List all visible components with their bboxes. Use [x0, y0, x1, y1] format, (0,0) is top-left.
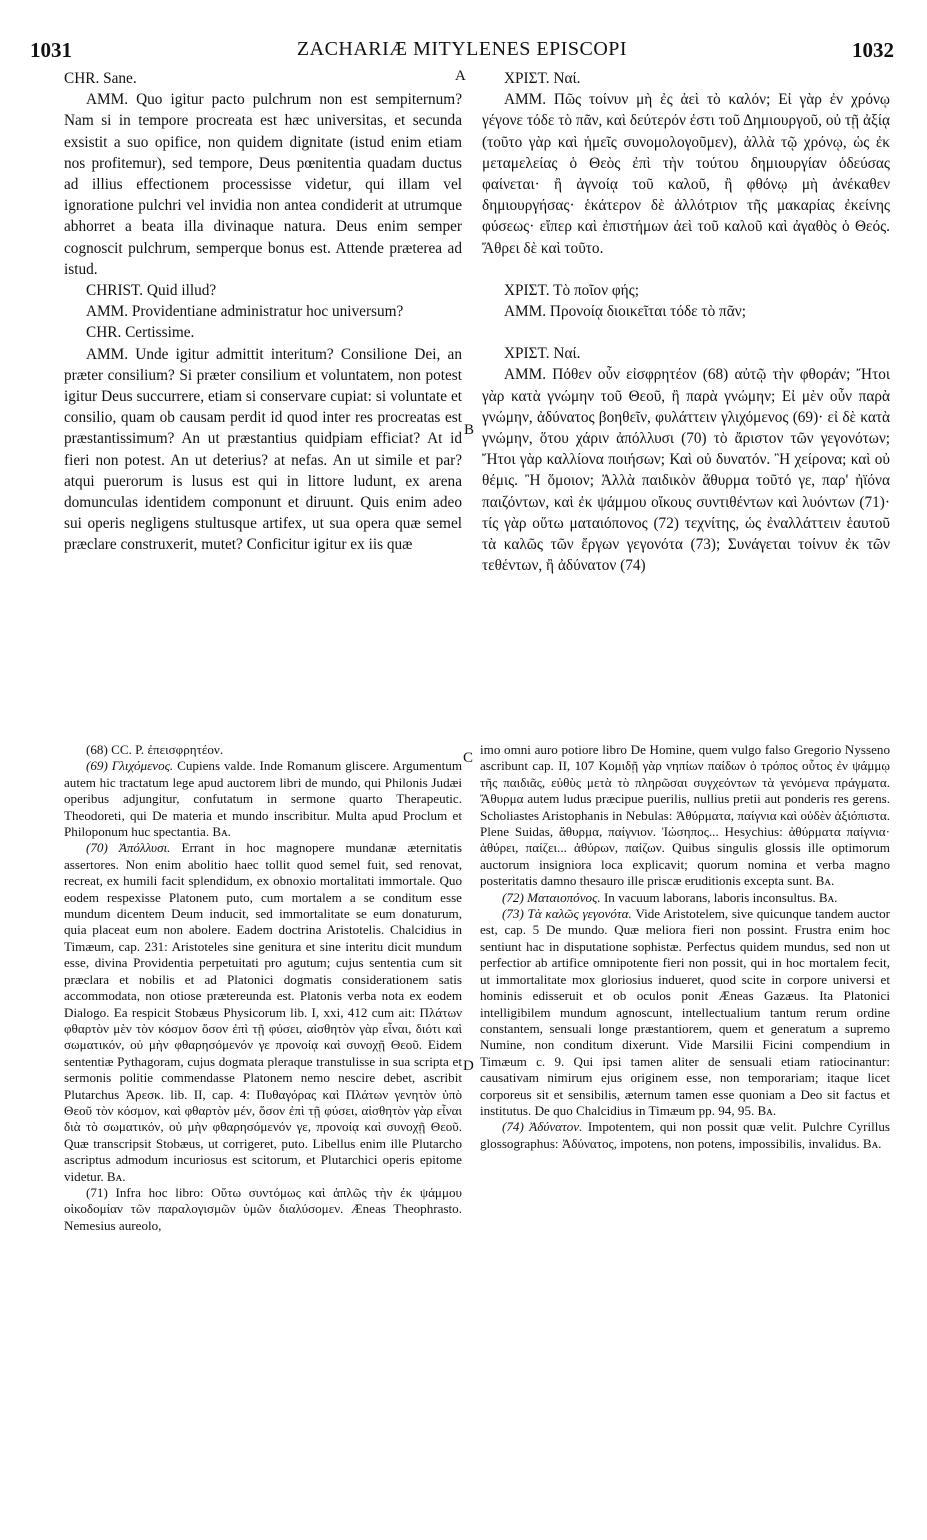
greek-paragraph: ΑΜΜ. Προνοίᾳ διοικεῖται τόδε τὸ πᾶν;	[504, 303, 746, 321]
footnote: (68) CC. P. ἐπεισφρητέον.	[86, 742, 224, 757]
footnote-continuation: imo omni auro potiore libro De Homine, quem vulgo falso Gregorio Nysseno ascribunt cap. II, 107 Κομιδῇ γὰρ νηπίων παίδων ὁ τρόπος οὗτος ἐν ψάμμῳ τῆς παιδιᾶς, εὐθὺς μετὰ τὸ πληρῶσαι συγχεόντων τὰ γενόμενα πράγματα. Ἄθυρμα autem ludus præcipue puerilis, nullius pretii aut ponderis res gerens. Scholiastes Aristophanis in Nebulas: Ἀθύρματα, παίγνια καὶ οὐδὲν ἀξιόπιστα. Plene Suidas, ἄθυρμα, παίγνιον. Ἰώσηπος... Hesychius: ἀθύρματα παίγνια· ἀθύρει, παίζει... ἀθύρων, παίζων. Quibus singulis glossis ille optimorum auctorum insigniora loca explicavit; quorum nomina et verba magno posteritatis damno thesauro ille priscæ eruditionis excepta sunt. Bᴀ.	[480, 742, 890, 889]
latin-column	[64, 68, 462, 556]
footnote: (71) Infra hoc libro: Οὕτω συντόμως καὶ ἁπλῶς τὴν ἐκ ψάμμου οἰκοδομίαν τῶν παραλογισμῶν ὑμῶν διαλύσομεν. Æneas Theophrasto. Nemesius aureolo,	[64, 1184, 462, 1233]
latin-paragraph: CHR. Certissime.	[86, 324, 195, 342]
footnote-text: In vacuum laborans, laboris inconsultus. Bᴀ.	[600, 889, 838, 905]
footnote-lemma: (70) Ἀπόλλυσι.	[86, 840, 171, 856]
footnote-text: Vide Aristotelem, sive quicunque tandem auctor est, cap. 5 De mundo. Quæ meliora fieri non possint. Frustra enim hoc sentiunt hac in disputatione sophistæ. Perfectus quidem mundus, sed non ut perfectior ab artifice omnipotente fieri non possit, qui in hoc mortalem fecit, ut immortalitate mox gloriosius indueret, quod scite in corpore universi et hominis edisseruit et ob oculos ponit Æneas Gazæus. Ita Platonici intelligibilem mundum agnoscunt, intellectualium tantum rerum ordine constantem, sensuali longe præstantiorem, quem et generatum a supremo Numine, non conditum dixerunt. Vide Marsilii Ficini compendium in Timæum c. 9. Qui ipsi tamen aliter de sensuali etiam ratiocinantur: causativam nimirum ejus originem esse, non temporariam; itaque licet corporeus sit et sensibilis, æternum tamen esse quoniam a Deo sit factus et institutus. De quo Chalcidius in Timæum pp. 94, 95. Bᴀ.	[480, 906, 890, 1118]
page-header	[30, 38, 894, 68]
latin-paragraph: AMM. Providentiane administratur hoc universum?	[86, 303, 404, 321]
page-number-right: 1032	[852, 38, 894, 62]
greek-column	[482, 68, 890, 576]
footnote	[64, 840, 462, 1185]
footnote-lemma: (74) Ἀδύνατον.	[502, 1119, 583, 1135]
greek-paragraph: ΑΜΜ. Πόθεν οὖν εἰσφρητέον (68) αὐτῷ τὴν φθοράν; Ἤτοι γὰρ κατὰ γνώμην τοῦ Θεοῦ, ἢ παρὰ γνώμην; Εἰ μὲν οὖν παρὰ γνώμην, ἀδύνατος βοηθεῖν, φυλάττειν γλιχόμενος (69)· εἰ δὲ κατὰ γνώμην, ὅτου χάριν ἀπόλλυσι (70) τὸ ἄριστον τῶν γεγονότων; Ἤτοι γὰρ καλλίονα ποιήσων; Καὶ οὐ δυνατόν. Ἢ χείρονα; καὶ οὐ θέμις. Ἢ ὅμοιον; Ἀλλὰ παιδικὸν ἄθυρμα τοῦτό γε, παρ' ἠϊόνα παιζόντων, καὶ ἐκ ψάμμου οἴκους συντιθέντων καὶ λυόντων (71)· τίς γὰρ οὕτω ματαιόπονος (72) τεχνίτης, ὡς ἐναλλάττειν ἑαυτοῦ τὰ καλῶς τῶν ἔργων γεγονότα (73); Συνάγεται τοίνυν ἐκ τῶν τεθέντων, ἢ ἀδύνατον (74)	[482, 366, 890, 575]
latin-paragraph: AMM. Unde igitur admittit interitum? Consilione Dei, an præter consilium? Si præter consilium et voluntatem, non potest igitur Deus succurrere, etiam si conservare cupiat: si voluntate et consilio, quam ob causam perdit id quod inter res procreatas est præstantissimum? An ut præstantius quidpiam efficiat? At id fieri non potest. An ut deterius? at nefas. An ut simile et par? atqui puerorum is lusus est qui in littore ludunt, ex arena domunculas identidem componunt et diruunt. Quis enim adeo sui operis negligens stultusque artifex, ut sua opera quæ semel præclare construxerit, mutet? Conficitur igitur ex iis quæ	[64, 345, 462, 554]
greek-paragraph: ΧΡΙΣΤ. Ναί.	[504, 70, 581, 87]
footnote-text: Impotentem, qui non possit quæ velit. Pulchre Cyrillus glossographus: Ἀδύνατος, impotens, non potens, impossibilis, invalidus. Bᴀ.	[480, 1119, 891, 1151]
marker-d: D	[463, 1058, 474, 1074]
marker-a: A	[455, 68, 466, 84]
footnote-text: Errant in hoc magnopere mundanæ æternitatis assertores. Non enim abolitio haec tollit quod semel fuit, sed renovat, recreat, ex humili facit splendidum, ex obnoxio mortalitati immortale. Quo eodem respexisse Platonem puto, cum mortalem a se conditum esse mundum dicentem Deum inducit, sed immortalitate se eum donaturum, quia placeat eum non abolere. Eadem doctrina Aristotelis. Chalcidius in Timæum, cap. 231: Aristoteles sine genitura et sine interitu dicit mundum esse, divina Providentia perpetuitati pro agutum; cujus sententia cum sit præclara et nobilis et ad Platonici dogmatis considerationem satis accommodata, non otiose prætereunda est. Platonis verba nota ex eodem Dialogo. Ea respicit Stobæus Physicorum lib. I, xxi, 412 cum ait: Πλάτων φθαρτὸν μὲν τὸν κόσμον ὅσον ἐπὶ τῇ φύσει, αἰσθητὸν γὰρ εἶναι, διότι καὶ σωματικόν, οὐ μὴν φθαρησόμενόν γε προνοίᾳ καὶ συνοχῇ Θεοῦ. Eidem sententiæ Pythagoram, cujus dogmata pleraque transtulisse in sua scripta et sermonis politie commendasse Platonem nemo nescire debet, ascribit Plutarchus Ἀρεσκ. lib. II, cap. 4: Πυθαγόρας καὶ Πλάτων γενητὸν ὑπὸ Θεοῦ τὸν κόσμον, καὶ φθαρτὸν μέν, ὅσον ἐπὶ τῇ φύσει, αἰσθητὸν γὰρ εἶναι διὰ τὸ σωματικόν, οὐ μὴν φθαρησόμενόν γε, προνοίᾳ καὶ συνοχῇ Θεοῦ. Quæ transcripsit Stobæus, ut corrigeret, puto. Libellus enim ille Plutarcho ascriptus admodum incuriosus est scitorum, et Plutarchici operis epitome videtur. Bᴀ.	[64, 840, 462, 1184]
footnote	[480, 890, 890, 906]
marker-b: B	[464, 422, 475, 438]
footnote-text: Cupiens valde. Inde Romanum gliscere. Argumentum autem hic tractatum lege apud auctorem libri de mundo, qui Philonis Judæi operibus adjungitur, confutatum in sermone quarto Therapeutic. Theodoreti, qui De materia et mundo inscribitur. Multa apud Proclum et Philoponum huc spectantia. Bᴀ.	[64, 758, 463, 840]
page-number-left: 1031	[30, 38, 72, 62]
latin-paragraph: CHR. Sane.	[64, 70, 137, 87]
latin-paragraph: CHRIST. Quid illud?	[86, 282, 217, 300]
greek-paragraph: ΧΡΙΣΤ. Τὸ ποῖον φής;	[504, 281, 639, 299]
greek-paragraph: ΧΡΙΣΤ. Ναί.	[504, 345, 581, 363]
greek-paragraph: ΑΜΜ. Πῶς τοίνυν μὴ ἐς ἀεὶ τὸ καλόν; Εἰ γὰρ ἐν χρόνῳ γέγονε τόδε τὸ πᾶν, καὶ δεύτερόν ἐστι τοῦ Δημιουργοῦ, οὐ τῇ ἀξίᾳ (τοῦτο γὰρ καὶ ἡμεῖς συνομολογοῦμεν), ἀλλὰ τῷ χρόνῳ, ὡς ἐκ μεταμελείας ὁ Θεὸς ἐπὶ τὴν τούτου δημιουργίαν ὁδεύσας φαίνεται· ἢ ἀγνοίᾳ τοῦ καλοῦ, ἢ φθόνῳ μὴ ἀνέκαθεν δημιουργήσας· ἑκάτερον δὲ ἀλλότριον τῆς μακαρίας ἐκείνης φύσεως· εἴπερ καὶ ἐπιστήμων ἀεὶ τοῦ καλοῦ καὶ ἀγαθὸς ὁ Θεός. Ἄθρει δὲ καὶ τοῦτο.	[482, 91, 890, 257]
footnote-lemma: (69) Γλιχόμενος.	[86, 758, 174, 774]
latin-paragraph: AMM. Quo igitur pacto pulchrum non est sempiternum? Nam si in tempore procreata est hæc universitas, et secunda exsistit a suo opifice, non quidem dignitate (istud enim etiam nos profitemur), sed tempore, Deus pœnitentia quadam ductus ad illius effectionem processisse videtur, qui illam vel ignoratione pulchri vel invidia non antea condiderit at utrumque abhorret a beata illa divinaque natura. Deus enim semper cognoscit pulchrum, semperque bonus est. Attende præterea ad istud.	[64, 91, 462, 278]
footnote-lemma: (72) Ματαιοπόνος.	[502, 889, 601, 905]
marker-c: C	[463, 750, 474, 766]
footnote-lemma: (73) Τὰ καλῶς γεγονότα.	[502, 906, 632, 922]
footnote	[480, 906, 890, 1119]
footnotes-left	[64, 742, 462, 1234]
footnote	[64, 758, 462, 840]
footnotes-right	[480, 742, 890, 1152]
footnote	[480, 1119, 890, 1152]
running-title: ZACHARIÆ MITYLENES EPISCOPI	[296, 38, 628, 60]
